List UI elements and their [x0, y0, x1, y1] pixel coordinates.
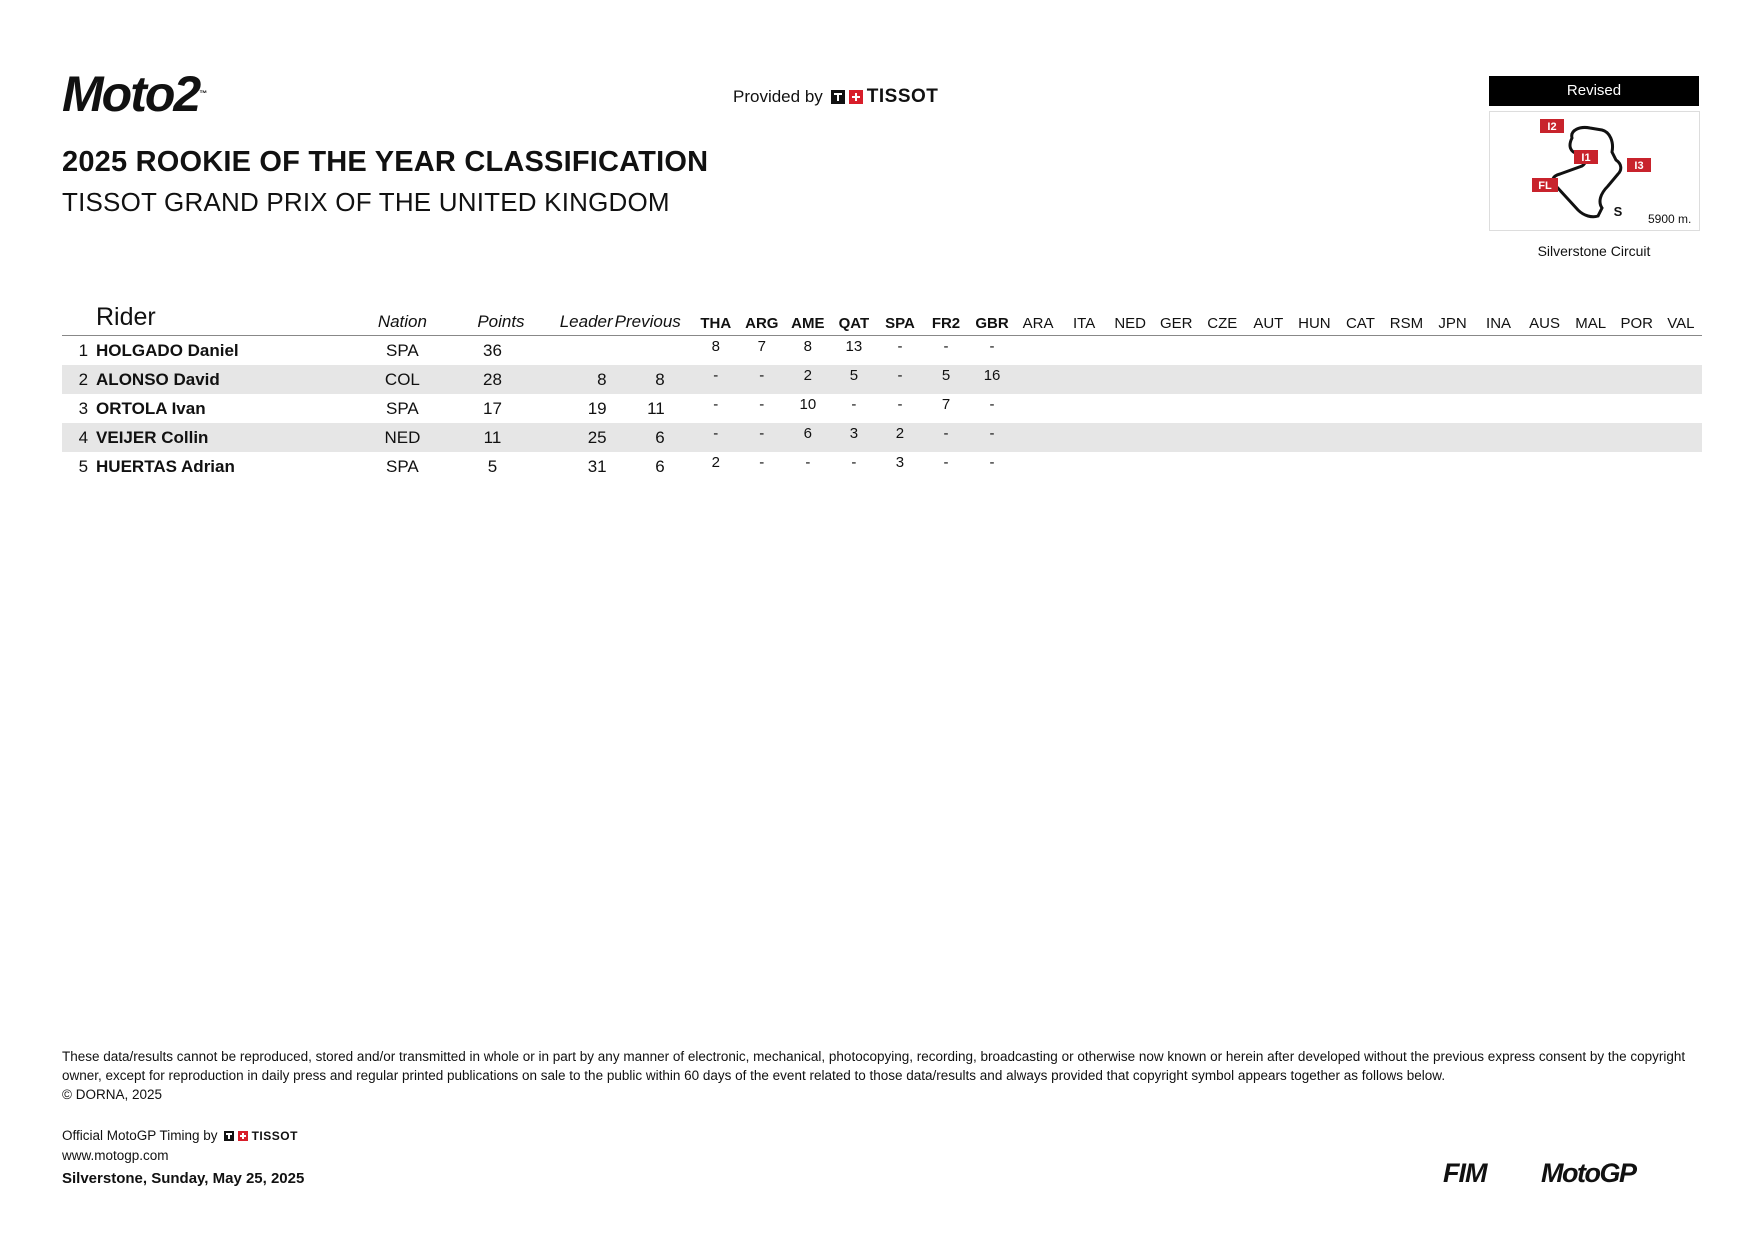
- race-result-cell: [1660, 452, 1702, 481]
- race-result-cell: [1614, 394, 1660, 423]
- position-cell: 1: [78, 340, 89, 360]
- points-header: Points: [477, 312, 525, 331]
- race-result-cell: [1291, 423, 1337, 452]
- race-result-cell: 8: [711, 338, 720, 355]
- race-result-cell: -: [759, 425, 765, 442]
- previous-gap-cell: 8: [655, 369, 665, 389]
- race-result-cell: 8: [803, 338, 813, 355]
- race-result-cell: -: [897, 367, 903, 384]
- race-result-cell: [1015, 394, 1061, 423]
- leader-gap-cell: 25: [587, 427, 607, 447]
- points-cell: 36: [483, 340, 502, 360]
- race-result-cell: -: [989, 396, 995, 413]
- race-header-cat: CAT: [1345, 315, 1375, 332]
- points-cell: 5: [487, 456, 498, 476]
- race-result-cell: [1107, 452, 1153, 481]
- race-header-jpn: JPN: [1438, 315, 1467, 332]
- race-result-cell: -: [943, 454, 949, 471]
- points-cell: 28: [483, 369, 502, 389]
- provided-by-label: Provided by: [733, 87, 823, 106]
- race-result-cell: -: [713, 396, 719, 413]
- marker-i2: I2: [1547, 121, 1557, 133]
- race-header-spa: SPA: [885, 315, 915, 332]
- disclaimer: These data/results cannot be reproduced, stored and/or transmitted in whole or in part by any manner of electronic, mechanical, photocopying, recording, broadcasting or otherwise now known or herein after developed without the previous express consent by the copyright owner, except for reproduction in daily press and regular printed publications on sale to the public within 60 days of the event related to those data/results and always provided that copyright symbol appears together as follows below.: [62, 1049, 1686, 1083]
- race-result-cell: [1153, 394, 1199, 423]
- leader-header: Leader: [559, 312, 613, 331]
- leader-gap-cell: 31: [587, 456, 607, 476]
- swiss-cross-icon: [238, 1131, 248, 1141]
- race-result-cell: [1199, 394, 1245, 423]
- tissot-t-icon: [831, 90, 845, 104]
- race-result-cell: [1107, 423, 1153, 452]
- race-result-cell: -: [805, 454, 811, 471]
- race-result-cell: [1015, 423, 1061, 452]
- race-result-cell: [1568, 336, 1614, 366]
- race-result-cell: [1337, 423, 1383, 452]
- race-result-cell: -: [759, 396, 765, 413]
- rider-name: VEIJER Collin: [96, 427, 209, 447]
- race-result-cell: 3: [849, 425, 859, 442]
- position-cell: 5: [78, 456, 89, 476]
- race-header-rsm: RSM: [1389, 315, 1424, 332]
- race-result-cell: 2: [895, 425, 905, 442]
- website-link[interactable]: www.motogp.com: [62, 1148, 169, 1163]
- race-header-ina: INA: [1486, 315, 1512, 332]
- nation-cell: SPA: [386, 398, 419, 418]
- rider-header: Rider: [96, 303, 156, 331]
- race-result-cell: [1199, 365, 1245, 394]
- race-result-cell: 2: [803, 367, 813, 384]
- race-result-cell: [1153, 423, 1199, 452]
- race-result-cell: [1522, 365, 1568, 394]
- race-result-cell: [1153, 336, 1199, 366]
- copyright: © DORNA, 2025: [62, 1087, 162, 1102]
- marker-i1: I1: [1581, 152, 1591, 164]
- race-result-cell: [1476, 452, 1522, 481]
- race-result-cell: [1245, 394, 1291, 423]
- tissot-logo: TISSOT: [831, 86, 939, 108]
- nation-cell: SPA: [386, 340, 419, 360]
- race-result-cell: -: [713, 367, 719, 384]
- rider-name: HUERTAS Adrian: [96, 456, 235, 476]
- race-header-qat: QAT: [838, 315, 870, 332]
- race-result-cell: [1660, 394, 1702, 423]
- nation-header: Nation: [377, 312, 427, 331]
- race-result-cell: -: [897, 396, 903, 413]
- rider-name: HOLGADO Daniel: [96, 340, 239, 360]
- race-result-cell: [1291, 452, 1337, 481]
- race-header-mal: MAL: [1575, 315, 1607, 332]
- race-result-cell: [1153, 365, 1199, 394]
- race-result-cell: -: [851, 454, 857, 471]
- race-result-cell: [1568, 365, 1614, 394]
- race-result-cell: [1614, 365, 1660, 394]
- race-result-cell: [1383, 452, 1429, 481]
- place-date: Silverstone, Sunday, May 25, 2025: [62, 1170, 305, 1187]
- previous-gap-cell: 6: [655, 427, 665, 447]
- previous-gap-cell: 11: [647, 398, 665, 418]
- race-result-cell: [1614, 423, 1660, 452]
- position-cell: 4: [78, 427, 89, 447]
- track-length: 5900 m.: [1648, 212, 1692, 226]
- race-result-cell: -: [943, 338, 949, 355]
- race-result-cell: [1199, 452, 1245, 481]
- race-result-cell: -: [989, 338, 995, 355]
- points-cell: 17: [483, 398, 502, 418]
- race-result-cell: [1383, 365, 1429, 394]
- race-result-cell: [1337, 452, 1383, 481]
- race-result-cell: [1568, 423, 1614, 452]
- race-result-cell: -: [943, 425, 949, 442]
- race-header-aut: AUT: [1253, 315, 1284, 332]
- page-subtitle: TISSOT GRAND PRIX OF THE UNITED KINGDOM: [62, 187, 670, 217]
- race-result-cell: [1476, 423, 1522, 452]
- race-result-cell: [1245, 452, 1291, 481]
- table-header-row: [62, 300, 1702, 336]
- race-header-hun: HUN: [1298, 315, 1331, 332]
- race-result-cell: [1199, 336, 1245, 366]
- race-header-cze: CZE: [1207, 315, 1238, 332]
- race-result-cell: [1429, 336, 1475, 366]
- table-row: [62, 452, 1702, 481]
- race-header-por: POR: [1620, 315, 1653, 332]
- race-result-cell: [1568, 452, 1614, 481]
- race-result-cell: 7: [757, 338, 766, 355]
- race-result-cell: -: [759, 367, 765, 384]
- race-result-cell: [1429, 394, 1475, 423]
- race-result-cell: [1291, 394, 1337, 423]
- position-cell: 2: [78, 369, 89, 389]
- points-cell: 11: [483, 427, 502, 447]
- standings-table: [62, 300, 1702, 481]
- tissot-footer-logo: TISSOT: [224, 1129, 298, 1143]
- race-header-ame: AME: [791, 315, 825, 332]
- race-result-cell: [1061, 336, 1107, 366]
- race-result-cell: [1199, 423, 1245, 452]
- tissot-t-icon: [224, 1131, 234, 1141]
- race-header-ned: NED: [1114, 315, 1147, 332]
- table-row: [62, 365, 1702, 394]
- race-result-cell: [1429, 452, 1475, 481]
- race-result-cell: [1522, 452, 1568, 481]
- leader-gap-cell: [543, 336, 613, 366]
- race-result-cell: [1660, 365, 1702, 394]
- race-result-cell: [1245, 365, 1291, 394]
- motogp-logo: MotoGP: [1541, 1158, 1636, 1188]
- race-result-cell: 13: [845, 338, 863, 355]
- race-header-ara: ARA: [1022, 315, 1054, 332]
- race-result-cell: [1660, 423, 1702, 452]
- nation-cell: COL: [384, 369, 420, 389]
- table-row: [62, 394, 1702, 423]
- race-result-cell: [1429, 423, 1475, 452]
- race-result-cell: [1153, 452, 1199, 481]
- race-result-cell: [1061, 394, 1107, 423]
- race-result-cell: [1429, 365, 1475, 394]
- position-cell: 3: [78, 398, 89, 418]
- race-result-cell: [1614, 452, 1660, 481]
- race-header-ger: GER: [1159, 315, 1193, 332]
- circuit-name: Silverstone Circuit: [1537, 243, 1651, 259]
- leader-gap-cell: 8: [597, 369, 607, 389]
- provided-by: [733, 86, 938, 108]
- race-result-cell: [1107, 365, 1153, 394]
- race-result-cell: [1476, 394, 1522, 423]
- race-result-cell: -: [851, 396, 857, 413]
- race-header-gbr: GBR: [975, 315, 1009, 332]
- marker-fl: FL: [1538, 180, 1552, 192]
- previous-header: Previous: [614, 312, 681, 331]
- race-result-cell: [1015, 336, 1061, 366]
- race-result-cell: [1337, 336, 1383, 366]
- rider-name: ALONSO David: [96, 369, 220, 389]
- nation-cell: SPA: [386, 456, 419, 476]
- race-result-cell: [1383, 336, 1429, 366]
- race-result-cell: [1061, 423, 1107, 452]
- race-result-cell: [1107, 336, 1153, 366]
- race-result-cell: [1383, 394, 1429, 423]
- race-header-val: VAL: [1667, 315, 1695, 332]
- race-result-cell: [1291, 365, 1337, 394]
- race-result-cell: 3: [895, 454, 905, 471]
- race-result-cell: [1522, 336, 1568, 366]
- race-result-cell: [1015, 452, 1061, 481]
- nation-cell: NED: [384, 427, 421, 447]
- official-timing: [62, 1128, 298, 1143]
- swiss-cross-icon: [849, 90, 863, 104]
- race-result-cell: [1015, 365, 1061, 394]
- previous-gap-cell: [613, 336, 693, 366]
- race-result-cell: [1245, 423, 1291, 452]
- race-result-cell: [1383, 423, 1429, 452]
- leader-gap-cell: 19: [587, 398, 607, 418]
- race-result-cell: [1245, 336, 1291, 366]
- race-result-cell: -: [989, 454, 995, 471]
- rider-name: ORTOLA Ivan: [96, 398, 206, 418]
- sector-markers: [1532, 119, 1651, 219]
- fim-logo: FIM: [1443, 1158, 1487, 1188]
- race-result-cell: [1568, 394, 1614, 423]
- race-result-cell: -: [897, 338, 903, 355]
- table-body: [62, 336, 1702, 482]
- race-result-cell: [1660, 336, 1702, 366]
- race-result-cell: [1061, 452, 1107, 481]
- race-result-cell: 10: [799, 396, 817, 413]
- race-result-cell: [1522, 423, 1568, 452]
- race-result-cell: -: [713, 425, 719, 442]
- race-result-cell: -: [989, 425, 995, 442]
- page-title: 2025 ROOKIE OF THE YEAR CLASSIFICATION: [62, 146, 709, 178]
- race-header-fr2: FR2: [931, 315, 961, 332]
- moto2-logo: Moto2™: [62, 66, 208, 122]
- race-header-tha: THA: [700, 315, 732, 332]
- race-result-cell: [1476, 336, 1522, 366]
- race-header-aus: AUS: [1529, 315, 1561, 332]
- marker-start: S: [1613, 204, 1623, 219]
- previous-gap-cell: 6: [655, 456, 665, 476]
- race-result-cell: [1291, 336, 1337, 366]
- race-result-cell: [1522, 394, 1568, 423]
- race-result-cell: [1061, 365, 1107, 394]
- race-result-cell: 5: [941, 367, 951, 384]
- race-result-cell: 7: [941, 396, 951, 413]
- race-header-ita: ITA: [1073, 315, 1096, 332]
- table-row: [62, 423, 1702, 452]
- race-result-cell: 2: [711, 454, 720, 471]
- race-result-cell: [1107, 394, 1153, 423]
- official-timing-label: Official MotoGP Timing by: [62, 1128, 218, 1143]
- race-result-cell: [1337, 394, 1383, 423]
- revised-badge: Revised: [1489, 76, 1699, 106]
- race-result-cell: [1337, 365, 1383, 394]
- race-result-cell: 16: [983, 367, 1001, 384]
- race-result-cell: 6: [803, 425, 813, 442]
- race-result-cell: [1614, 336, 1660, 366]
- race-header-arg: ARG: [745, 315, 779, 332]
- race-result-cell: -: [759, 454, 765, 471]
- race-result-cell: 5: [849, 367, 859, 384]
- race-result-cell: [1476, 365, 1522, 394]
- marker-i3: I3: [1634, 160, 1644, 172]
- table-row: [62, 336, 1702, 366]
